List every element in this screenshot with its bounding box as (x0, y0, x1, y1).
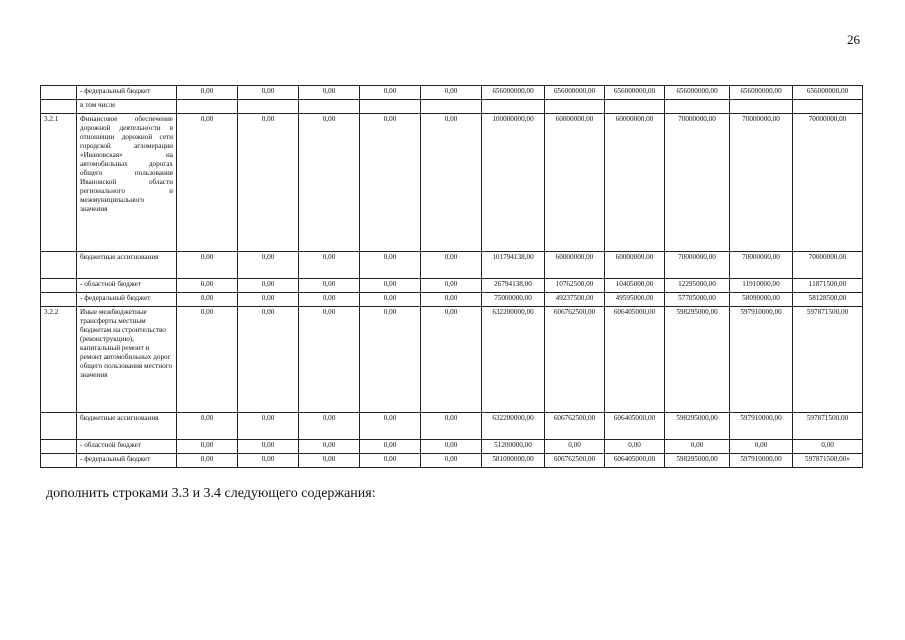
value-cell: 70000000,00 (793, 114, 863, 252)
value-cell: 0,00 (299, 307, 360, 413)
value-cell: 0,00 (421, 307, 482, 413)
row-code (41, 293, 77, 307)
value-cell: 0,00 (177, 114, 238, 252)
value-cell: 0,00 (238, 86, 299, 100)
value-cell: 598295000,00 (665, 307, 730, 413)
value-cell: 10762500,00 (545, 279, 605, 293)
value-cell: 0,00 (421, 252, 482, 279)
value-cell: 70000000,00 (730, 114, 793, 252)
value-cell: 0,00 (177, 454, 238, 468)
value-cell: 0,00 (605, 440, 665, 454)
value-cell: 0,00 (360, 307, 421, 413)
value-cell (177, 100, 238, 114)
value-cell: 0,00 (299, 252, 360, 279)
value-cell (238, 100, 299, 114)
value-cell: 656000000,00 (793, 86, 863, 100)
value-cell: 0,00 (238, 114, 299, 252)
value-cell: 0,00 (177, 86, 238, 100)
page-number: 26 (847, 32, 860, 47)
value-cell (482, 100, 545, 114)
value-cell: 606405000,00 (605, 454, 665, 468)
value-cell: 0,00 (360, 440, 421, 454)
table-row (41, 440, 863, 454)
value-cell: 0,00 (793, 440, 863, 454)
value-cell: 0,00 (421, 454, 482, 468)
value-cell: 0,00 (177, 293, 238, 307)
row-code (41, 86, 77, 100)
value-cell: 0,00 (421, 293, 482, 307)
row-name: Финансовое обеспечение дорожной деятельности в отношении дорожной сети городской агломерации «Ивановская» на автомобильных дорогах общего пользования Ивановской области регионального и межмуниципального значения (77, 114, 177, 252)
value-cell: 58090000,00 (730, 293, 793, 307)
table-row (41, 100, 863, 114)
value-cell: 0,00 (177, 413, 238, 440)
value-cell: 0,00 (421, 86, 482, 100)
value-cell: 581000000,00 (482, 454, 545, 468)
value-cell: 656000000,00 (482, 86, 545, 100)
value-cell: 0,00 (238, 279, 299, 293)
value-cell: 0,00 (360, 454, 421, 468)
value-cell: 0,00 (177, 440, 238, 454)
value-cell: 0,00 (360, 86, 421, 100)
table-row (41, 252, 863, 279)
value-cell (299, 100, 360, 114)
value-cell: 0,00 (299, 114, 360, 252)
table-row (41, 279, 863, 293)
value-cell: 0,00 (238, 413, 299, 440)
table-body (41, 86, 863, 468)
row-name: бюджетные ассигнования (77, 413, 177, 440)
value-cell: 598295000,00 (665, 454, 730, 468)
value-cell (360, 100, 421, 114)
row-code (41, 413, 77, 440)
value-cell: 51200000,00 (482, 440, 545, 454)
value-cell: 70000000,00 (793, 252, 863, 279)
value-cell: 0,00 (421, 279, 482, 293)
row-code (41, 279, 77, 293)
table-row (41, 86, 863, 100)
value-cell: 597871500,00 (793, 413, 863, 440)
value-cell: 598295000,00 (665, 413, 730, 440)
value-cell: 0,00 (360, 114, 421, 252)
row-name: в том числе (77, 100, 177, 114)
row-code (41, 454, 77, 468)
value-cell: 60000000,00 (545, 252, 605, 279)
continuation-text: дополнить строками 3.3 и 3.4 следующего содержания: (46, 486, 376, 501)
value-cell: 0,00 (238, 252, 299, 279)
value-cell: 597910000,00 (730, 307, 793, 413)
row-code (41, 252, 77, 279)
value-cell: 0,00 (177, 279, 238, 293)
table-row (41, 413, 863, 440)
value-cell: 632200000,00 (482, 307, 545, 413)
value-cell (421, 100, 482, 114)
value-cell: 75000000,00 (482, 293, 545, 307)
value-cell: 0,00 (545, 440, 605, 454)
value-cell: 0,00 (299, 454, 360, 468)
row-code: 3.2.1 (41, 114, 77, 252)
value-cell: 26794138,00 (482, 279, 545, 293)
value-cell: 606762500,00 (545, 454, 605, 468)
value-cell: 0,00 (360, 252, 421, 279)
value-cell: 0,00 (421, 413, 482, 440)
row-code: 3.2.2 (41, 307, 77, 413)
value-cell: 60000000,00 (605, 114, 665, 252)
value-cell: 0,00 (360, 293, 421, 307)
value-cell (605, 100, 665, 114)
value-cell: 58128500,00 (793, 293, 863, 307)
budget-table (40, 85, 863, 468)
value-cell: 632200000,00 (482, 413, 545, 440)
table-row (41, 114, 863, 252)
value-cell: 0,00 (238, 293, 299, 307)
value-cell: 656000000,00 (730, 86, 793, 100)
table-row (41, 454, 863, 468)
value-cell: 0,00 (299, 440, 360, 454)
value-cell: 0,00 (360, 279, 421, 293)
table-row (41, 307, 863, 413)
table-row (41, 293, 863, 307)
value-cell: 12295000,00 (665, 279, 730, 293)
value-cell: 11910000,00 (730, 279, 793, 293)
value-cell: 0,00 (421, 440, 482, 454)
value-cell: 70000000,00 (730, 252, 793, 279)
value-cell: 0,00 (421, 114, 482, 252)
value-cell (730, 100, 793, 114)
value-cell: 606405000,00 (605, 307, 665, 413)
value-cell: 0,00 (238, 440, 299, 454)
value-cell: 0,00 (730, 440, 793, 454)
value-cell: 70000000,00 (665, 114, 730, 252)
value-cell: 0,00 (177, 252, 238, 279)
value-cell (665, 100, 730, 114)
row-name: - областной бюджет (77, 440, 177, 454)
value-cell: 57705000,00 (665, 293, 730, 307)
value-cell (793, 100, 863, 114)
row-name: - федеральный бюджет (77, 86, 177, 100)
value-cell: 656000000,00 (545, 86, 605, 100)
value-cell: 11871500,00 (793, 279, 863, 293)
value-cell: 597871500,00» (793, 454, 863, 468)
value-cell: 656000000,00 (665, 86, 730, 100)
value-cell: 100000000,00 (482, 114, 545, 252)
value-cell: 0,00 (360, 413, 421, 440)
row-code (41, 100, 77, 114)
value-cell (545, 100, 605, 114)
value-cell: 0,00 (299, 413, 360, 440)
row-name: - областной бюджет (77, 279, 177, 293)
value-cell: 597871500,00 (793, 307, 863, 413)
value-cell: 606405000,00 (605, 413, 665, 440)
value-cell: 0,00 (665, 440, 730, 454)
row-name: - федеральный бюджет (77, 293, 177, 307)
value-cell: 0,00 (299, 293, 360, 307)
row-name: - федеральный бюджет (77, 454, 177, 468)
value-cell: 49595000,00 (605, 293, 665, 307)
value-cell: 60000000,00 (605, 252, 665, 279)
value-cell: 60000000,00 (545, 114, 605, 252)
value-cell: 606762500,00 (545, 413, 605, 440)
value-cell: 10405000,00 (605, 279, 665, 293)
value-cell: 0,00 (238, 454, 299, 468)
row-code (41, 440, 77, 454)
value-cell: 597910000,00 (730, 454, 793, 468)
value-cell: 0,00 (177, 307, 238, 413)
value-cell: 70000000,00 (665, 252, 730, 279)
value-cell: 0,00 (238, 307, 299, 413)
row-name: Иные межбюджетные трансферты местным бюджетам на строительство (реконструкцию), капитальный ремонт и ремонт автомобильных дорог общего пользования местного значения (77, 307, 177, 413)
value-cell: 101794138,00 (482, 252, 545, 279)
value-cell: 656000000,00 (605, 86, 665, 100)
value-cell: 0,00 (299, 279, 360, 293)
value-cell: 49237500,00 (545, 293, 605, 307)
value-cell: 606762500,00 (545, 307, 605, 413)
row-name: бюджетные ассигнования (77, 252, 177, 279)
value-cell: 597910000,00 (730, 413, 793, 440)
value-cell: 0,00 (299, 86, 360, 100)
